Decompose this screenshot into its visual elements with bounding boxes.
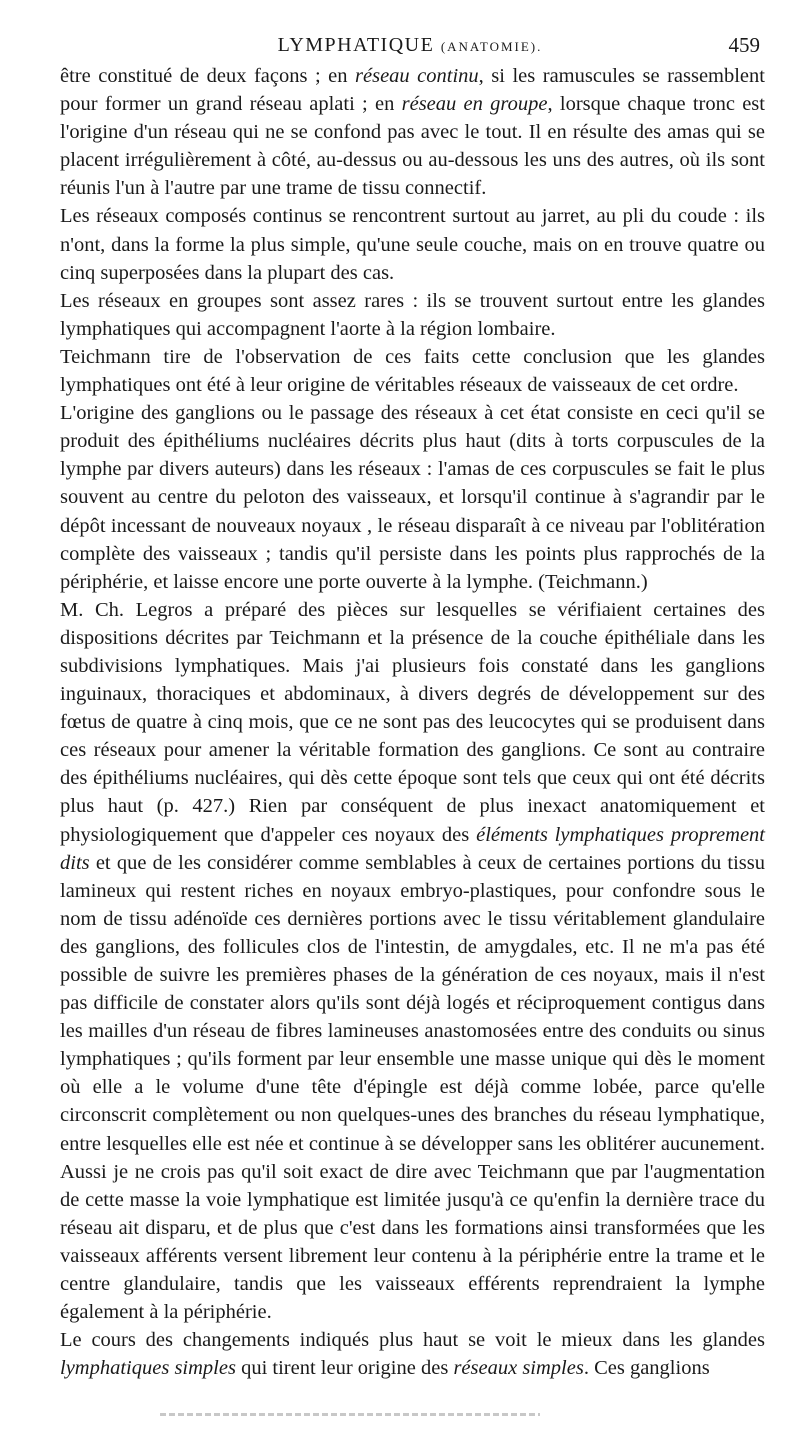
paragraph — [60, 62, 765, 202]
text-run: Teichmann tire de l'observation de ces faits cette conclusion que les glandes lymphatiques ont été à leur origine de véritables réseaux de vaisseaux de cet ordre. — [60, 345, 765, 397]
body-text — [60, 62, 765, 1382]
paragraph — [60, 287, 765, 343]
text-run: . Ces ganglions — [583, 1357, 710, 1380]
paragraph — [60, 343, 765, 399]
italic-text: lymphatiques simples — [60, 1357, 236, 1380]
text-run: M. Ch. Legros a préparé des pièces sur lesquelles se vérifiaient certaines des dispositions décrites par Teichmann et la présence de la couche épithéliale dans les subdivisions lymphatiques. Mais j'ai plusieurs fois constaté dans les ganglions inguinaux, thoraciques et abdominaux, à divers degrés de développement sur des fœtus de quatre à cinq mois, que ce ne sont pas des leucocytes qui se produisent dans ces réseaux pour amener la véritable formation des ganglions. Ce sont au contraire des épithéliums nucléaires, qui dès cette époque sont tels que ceux qui ont été décrits plus haut (p. 427.) Rien par conséquent de plus inexact anatomiquement et physiologiquement que d'appeler ces noyaux des — [60, 598, 765, 846]
text-run: Le cours des changements indiqués plus haut se voit le mieux dans les glandes — [60, 1329, 765, 1352]
paragraph — [60, 1326, 765, 1382]
text-run: qui tirent leur origine des — [235, 1357, 454, 1380]
italic-text: réseaux simples — [453, 1357, 584, 1380]
text-run: Les réseaux composés continus se rencontrent surtout au jarret, au pli du coude : ils n'ont, dans la forme la plus simple, qu'une seule couche, mais on en trouve quatre ou cinq superposées dans la plupart des cas. — [60, 205, 765, 284]
text-run: , lorsque chaque tronc est l'origine d'un réseau qui ne se confond pas avec le tout. Il en résulte des amas qui se placent irrégulièrement à côté, au-dessus ou au-dessous les uns des autres, où ils sont réunis l'un à l'autre par une trame de tissu connectif. — [60, 93, 765, 200]
text-run: L'origine des ganglions ou le passage des réseaux à cet état consiste en ceci qu'il se produit des épithéliums nucléaires décrits plus haut (dits à torts corpuscules de la lymphe par divers auteurs) dans les réseaux : l'amas de ces corpuscules se fait le plus souvent au centre du peloton des vaisseaux, et lorsqu'il continue à s'agrandir par le dépôt incessant de nouveaux noyaux , le réseau disparaît à ce niveau par l'oblitération complète des vaisseaux ; tandis qu'il persiste dans les points plus rapprochés de la périphérie, et laisse encore une porte ouverte à la lymphe. (Teichmann.) — [60, 402, 765, 593]
running-title-sub: (ANATOMIE). — [440, 39, 543, 54]
paragraph — [60, 596, 765, 1326]
italic-text: réseau en groupe — [401, 93, 548, 116]
page-number: 459 — [728, 33, 760, 57]
paragraph — [60, 399, 765, 596]
footer-smudge — [160, 1413, 540, 1416]
paragraph — [60, 202, 765, 286]
text-run: et que de les considérer comme semblables à ceux de certaines portions du tissu lamineux qui restent riches en noyaux embryo-plastiques, pour confondre sous le nom de tissu adénoïde ces dernières portions avec le tissu véritablement glandulaire des ganglions, des follicules clos de l'intestin, de amygdales, etc. Il ne m'a pas été possible de suivre les premières phases de la génération de ces noyaux, mais il n'est pas difficile de constater alors qu'ils sont déjà logés et réciproquement contigus dans les mailles d'un réseau de fibres lamineuses anastomosées entre des conduits ou sinus lymphatiques ; qu'ils forment par leur ensemble une masse unique qui dès le moment où elle a le volume d'une tête d'épingle est déjà comme lobée, parce qu'elle circonscrit complètement ou non quelques-unes des branches du réseau lymphatique, entre lesquelles elle est née et continue à se développer sans les oblitérer aucunement. Aussi je ne crois pas qu'il soit exact de dire avec Teichmann que par l'augmentation de cette masse la voie lymphatique est limitée jusqu'à ce qu'enfin la dernière trace du réseau ait disparu, et de plus que c'est dans les formations ainsi transformées que les vaisseaux afférents versent librement leur contenu à la périphérie entre la trame et le centre glandulaire, tandis que les vaisseaux efférents reprendraient la lymphe également à la périphérie. — [60, 851, 765, 1324]
running-header — [60, 30, 760, 60]
text-run: être constitué de deux façons ; en — [60, 65, 356, 87]
italic-text: réseau continu — [355, 65, 479, 87]
running-title — [60, 30, 760, 62]
text-run: Les réseaux en groupes sont assez rares : ils se trouvent surtout entre les glandes lymphatiques qui accompagnent l'aorte à la région lombaire. — [60, 289, 765, 340]
text-run: , si les ramuscules se rassemblent pour former un grand réseau aplati ; en — [60, 65, 765, 116]
running-title-main: LYMPHATIQUE — [277, 34, 435, 56]
italic-text: éléments lymphatiques proprement dits — [60, 823, 766, 874]
